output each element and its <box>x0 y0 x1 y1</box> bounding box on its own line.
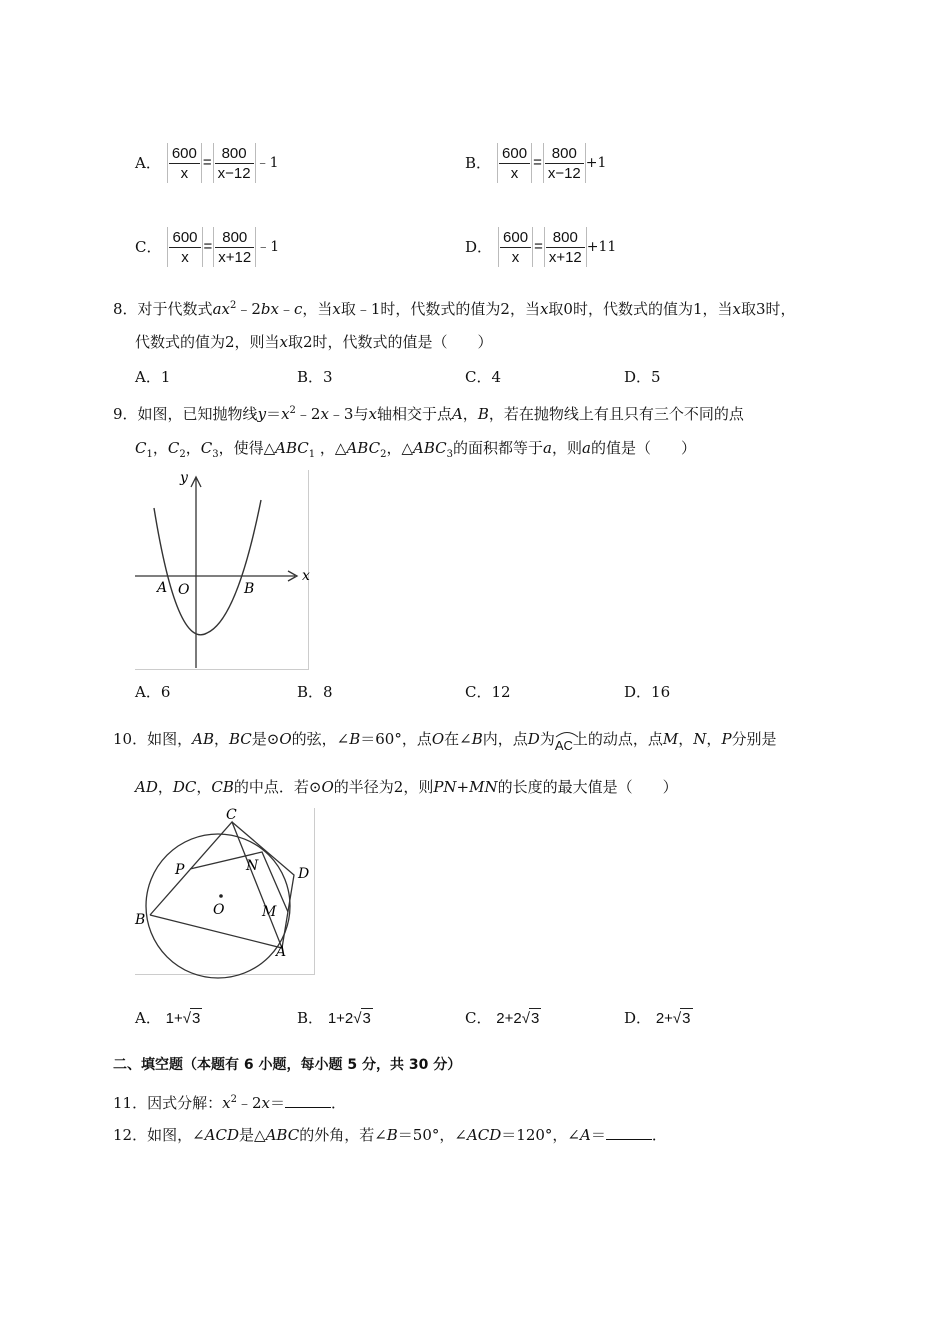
circle-geometry-graph <box>135 808 314 974</box>
label-n: N <box>246 858 259 874</box>
q8-stem-line1: 8．对于代数式$ax^2﹣2bx﹣c$，当x取﹣1时，代数式的值为2，当x取0时，代数式的值为1，当x取3时， <box>113 300 796 318</box>
label-b: B <box>244 581 255 597</box>
fraction-left: $\frac{600}{x}$ <box>500 228 531 267</box>
q10-option-d[interactable]: D． 2+√3 <box>624 1009 691 1027</box>
label-b: B <box>135 912 146 928</box>
option-label: D． <box>465 238 493 256</box>
label-a: A <box>276 944 287 960</box>
label-o: O <box>178 582 190 598</box>
q9-parabola-figure <box>135 470 309 670</box>
q9-option-b[interactable]: B．8 <box>297 683 333 701</box>
q8-option-a[interactable]: A．1 <box>135 368 171 386</box>
q8-option-d[interactable]: D．5 <box>624 368 661 386</box>
arc-ac: AC <box>555 730 573 756</box>
q8-option-b[interactable]: B．3 <box>297 368 333 386</box>
q9-stem-line2: $C_1$，$C_2$，$C_3$，使得$\triangle ABC_1$ ，$\triangle ABC_2$，$\triangle ABC_3$的面积都等于a，则a的值是（ ） <box>135 439 696 460</box>
q7-option-a[interactable]: A． $\frac{600}{x}$ = $\frac{800}{x-12}$ ﹣1 <box>135 144 279 182</box>
option-label: A． <box>135 154 161 172</box>
fraction-right: $\frac{800}{x-12}$ <box>215 144 254 183</box>
q7-option-d[interactable]: D． $\frac{600}{x}$ = $\frac{800}{x+12}$ +11 <box>465 228 617 266</box>
segments-pn-nm <box>190 852 288 912</box>
option-label: B． <box>465 154 492 172</box>
label-c: C <box>226 807 237 823</box>
q10-option-a[interactable]: A． 1+√3 <box>135 1009 201 1027</box>
fraction-left: $\frac{600}{x}$ <box>499 144 530 183</box>
center-dot <box>219 894 223 898</box>
label-p: P <box>175 862 185 878</box>
q10-stem-line2: AD，DC，CB的中点．若⊙O的半径为2，则PN+MN的长度的最大值是（ ） <box>135 778 678 796</box>
q10-option-c[interactable]: C． 2+2√3 <box>465 1009 540 1027</box>
answer-blank[interactable] <box>606 1125 652 1140</box>
label-x: x <box>302 568 310 584</box>
q7-option-b[interactable]: B． $\frac{600}{x}$ = $\frac{800}{x-12}$ +1 <box>465 144 607 182</box>
q7-option-c[interactable]: C． $\frac{600}{x}$ = $\frac{800}{x+12}$ ﹣1 <box>135 228 280 266</box>
arc-symbol-icon <box>555 730 579 738</box>
answer-blank[interactable] <box>285 1093 331 1108</box>
fraction-left: $\frac{600}{x}$ <box>169 144 200 183</box>
label-d: D <box>298 866 310 882</box>
q11-stem: 11．因式分解：$x^2﹣2x=$ ． <box>113 1094 346 1112</box>
label-m: M <box>262 904 277 920</box>
q9-option-c[interactable]: C．12 <box>465 683 511 701</box>
fraction-left: $\frac{600}{x}$ <box>169 228 200 267</box>
q8-option-c[interactable]: C．4 <box>465 368 502 386</box>
label-o: O <box>213 902 225 918</box>
q12-stem: 12．如图，∠ACD是△ABC的外角，若∠B＝50°，∠ACD＝120°，∠A＝ ． <box>113 1126 667 1144</box>
triangle-abc <box>150 822 282 948</box>
q10-circle-figure <box>135 808 315 975</box>
q9-stem-line1: 9．如图，已知抛物线$y=x^2﹣2x﹣3$与x轴相交于点A，B，若在抛物线上有且只有三个不同的点 <box>113 405 744 423</box>
chords-cd-da <box>232 822 294 948</box>
parabola-curve <box>154 500 261 635</box>
fraction-right: $\frac{800}{x+12}$ <box>215 228 254 267</box>
label-y: y <box>180 470 188 486</box>
section-title-fill-blank: 二、填空题（本题有 6 小题，每小题 5 分，共 30 分） <box>113 1057 462 1073</box>
q9-option-d[interactable]: D．16 <box>624 683 671 701</box>
q8-stem-line2: 代数式的值为2，则当x取2时，代数式的值是（ ） <box>135 333 493 351</box>
parabola-graph <box>135 470 308 669</box>
q10-stem-line1: 10．如图，AB，BC是⊙O的弦，∠B＝60°，点O在∠B内，点D为 AC上的动点，点M，N，P分别是 <box>113 729 777 756</box>
fraction-right: $\frac{800}{x+12}$ <box>546 228 585 267</box>
label-a: A <box>157 580 168 596</box>
q9-option-a[interactable]: A．6 <box>135 683 171 701</box>
fraction-right: $\frac{800}{x-12}$ <box>545 144 584 183</box>
option-label: C． <box>135 238 162 256</box>
q10-option-b[interactable]: B． 1+2√3 <box>297 1009 371 1027</box>
